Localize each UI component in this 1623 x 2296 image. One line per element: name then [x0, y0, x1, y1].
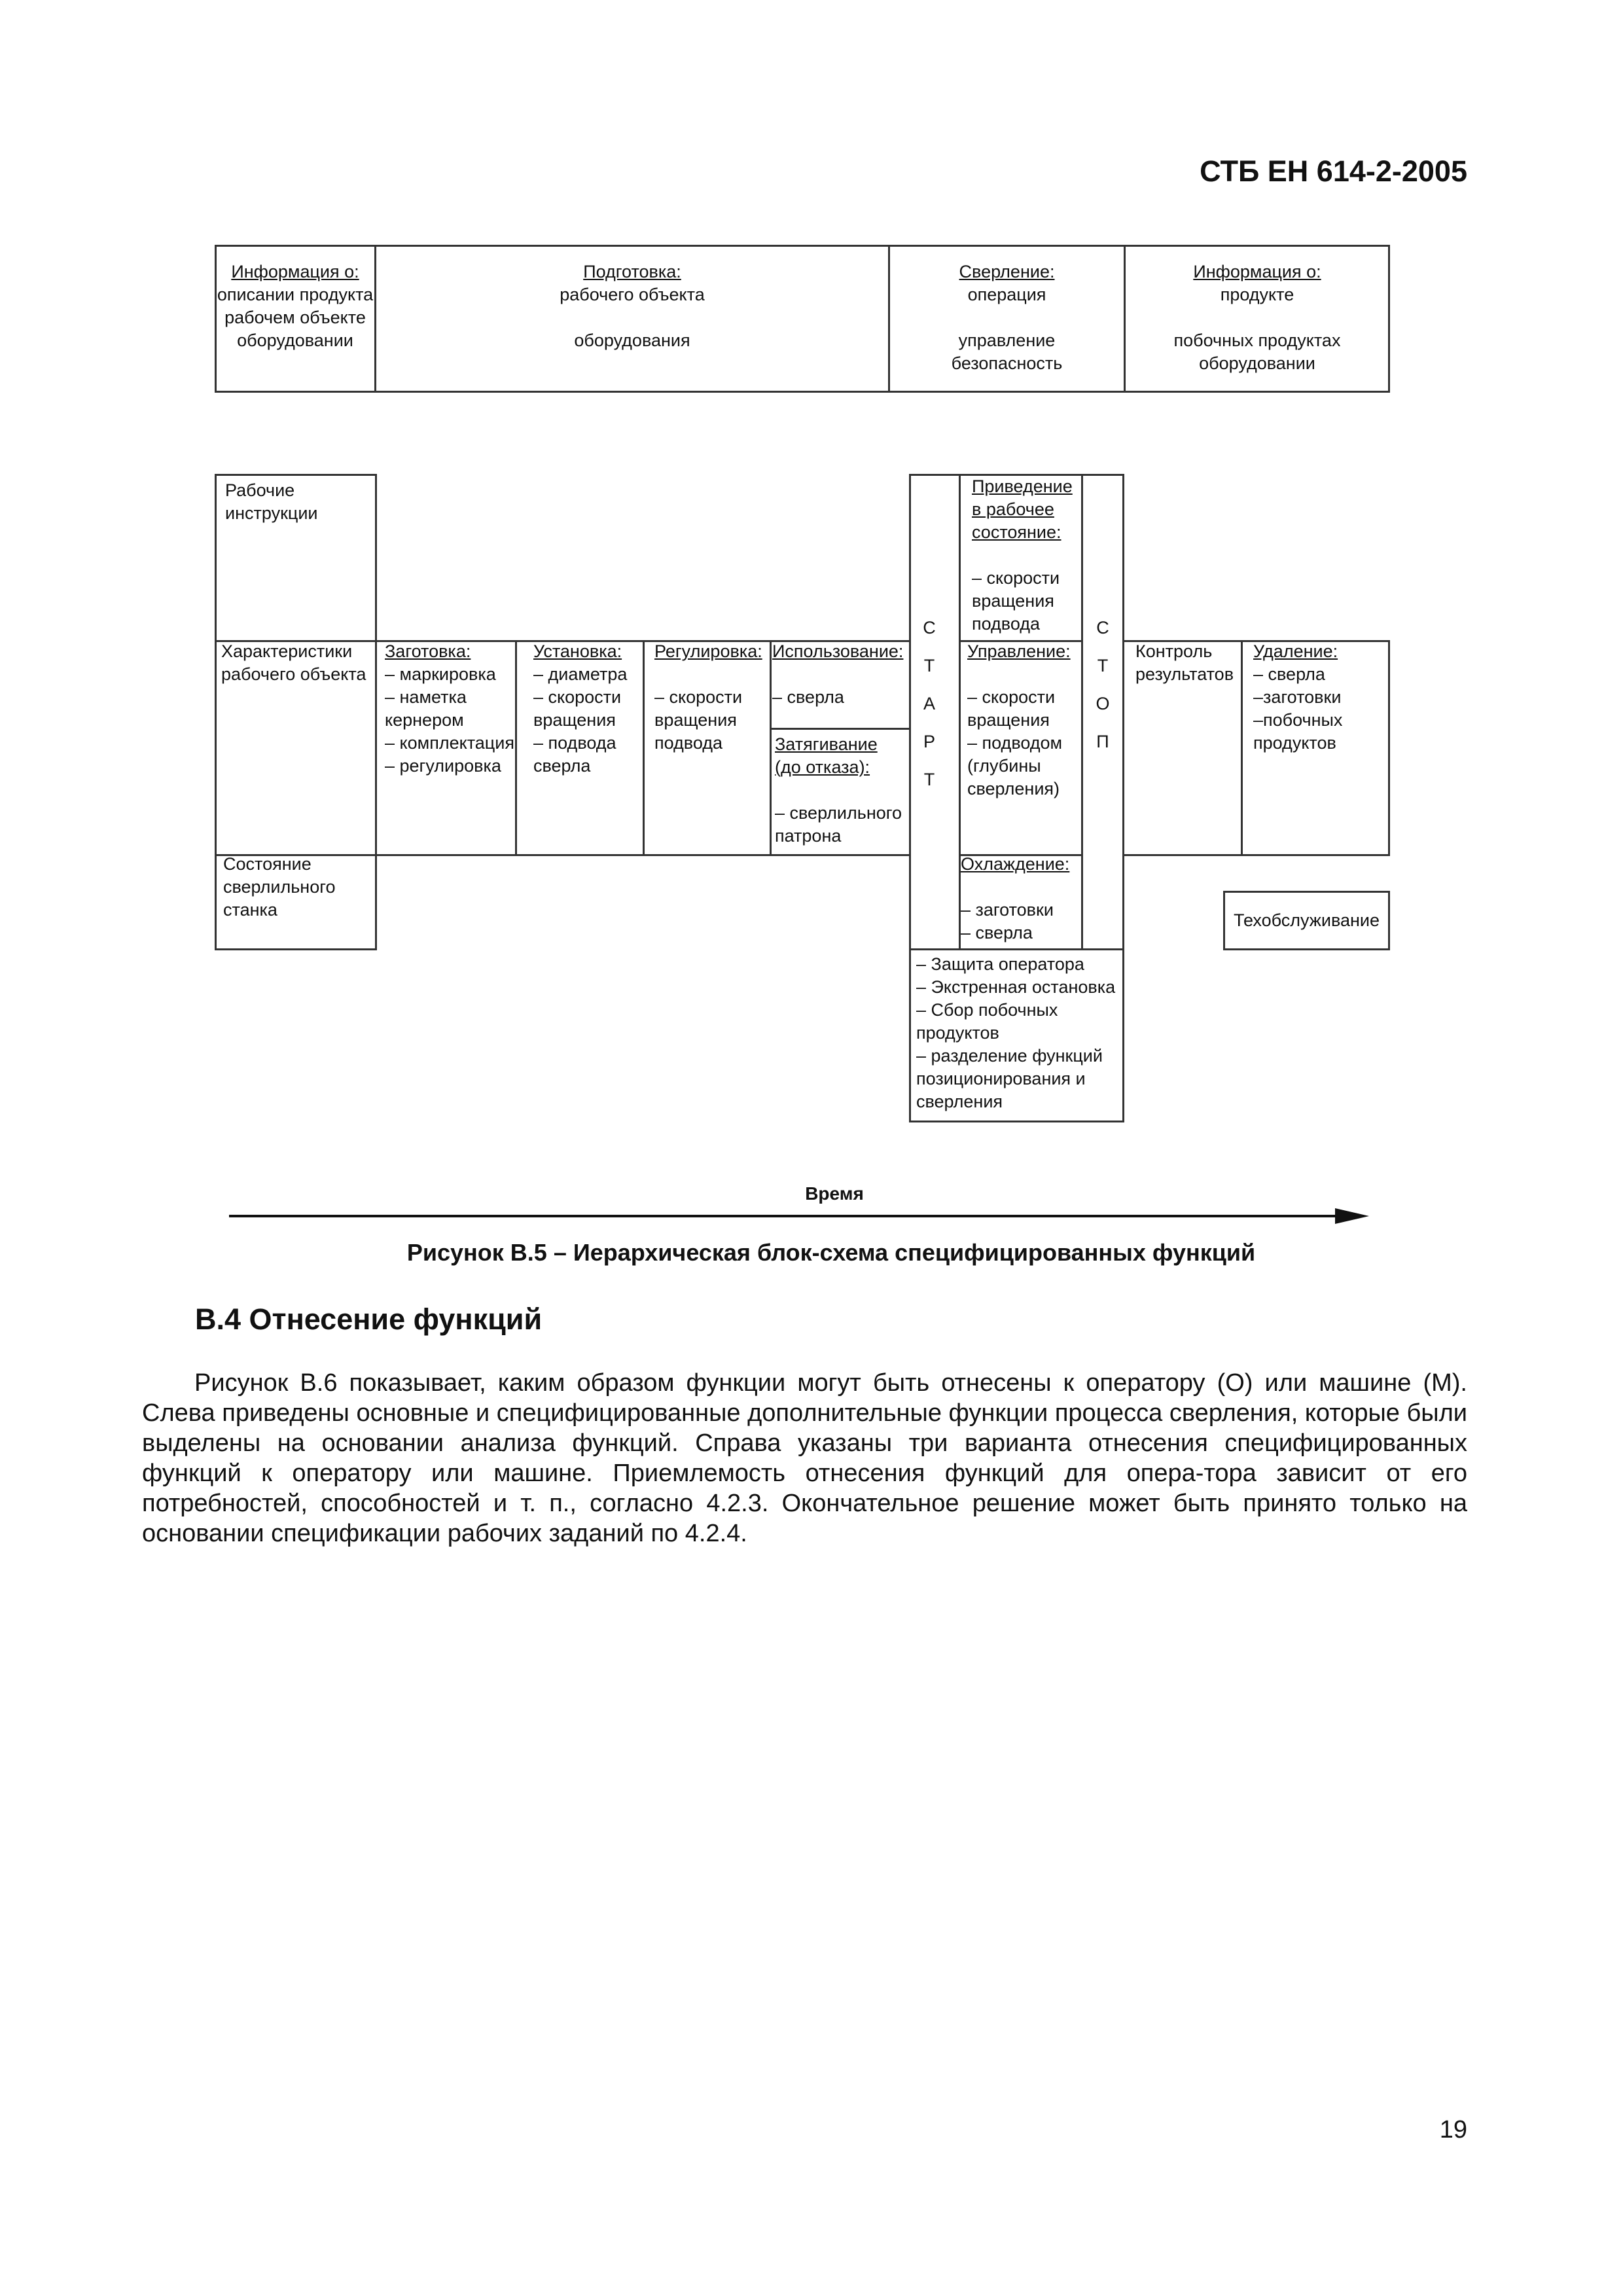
time-arrow [223, 1203, 1374, 1229]
cooling-lines: – заготовки – сверла [961, 900, 1054, 942]
blank-lines: – маркировка – наметка кернером – комплектация – регулировка [385, 664, 514, 776]
document-code: СТБ ЕН 614-2-2005 [1200, 154, 1467, 188]
work-instructions-label: Рабочие инструкции [225, 480, 318, 523]
use-title: Использование: [772, 641, 904, 661]
removal-lines: – сверла –заготовки –побочных продуктов [1253, 664, 1343, 753]
cooling-title: Охлаждение: [961, 854, 1070, 874]
control-lines: – скорости вращения – подводом (глубины сверления) [967, 687, 1063, 798]
adjust-title: Регулировка: [654, 641, 762, 661]
top-prep-title: Подготовка: [583, 262, 681, 281]
tighten-lines: – сверлильного патрона [775, 803, 902, 846]
page-number: 19 [1439, 2116, 1467, 2144]
time-label: Время [805, 1183, 864, 1204]
top-drill-title: Сверление: [959, 262, 1055, 281]
bring-title: Приведение в рабочее состояние: [972, 476, 1073, 542]
machine-state-label: Состояние сверлильного станка [223, 854, 336, 920]
setup-lines: – диаметра – скорости вращения – подвода сверла [533, 664, 628, 776]
workpiece-char-label: Характеристики рабочего объекта [221, 641, 366, 684]
use-lines: – сверла [772, 687, 844, 707]
top-info-2-lines: продукте побочных продуктах оборудовании [1173, 285, 1341, 373]
top-info-1-lines: описании продукта рабочем объекте оборудовании [217, 285, 374, 350]
control-title: Управление: [967, 641, 1071, 661]
removal-title: Удаление: [1253, 641, 1338, 661]
start-letters: С Т А Р Т [923, 618, 936, 789]
adjust-lines: – скорости вращения подвода [654, 687, 743, 753]
tighten-title: Затягивание (до отказа): [775, 734, 878, 777]
top-info-1-title: Информация о: [231, 262, 359, 281]
maintenance-label: Техобслуживание [1233, 910, 1380, 930]
figure-caption: Рисунок B.5 – Иерархическая блок-схема специфицированных функций [406, 1239, 1256, 1266]
section-title: B.4 Отнесение функций [195, 1302, 543, 1336]
paragraph-text: Рисунок B.6 показывает, каким образом функции могут быть отнесены к оператору (О) или машине (М). Слева приведены основные и специфицированные дополнительные функции процесса сверления, которые были выделены на основании анализа функций. Справа указаны три варианта отнесения специфицированных функций к оператору или машине. Приемлемость отнесения функций для опера-тора зависит от его потребностей, способностей и т. п., согласно 4.2.3. Окончательное решение может быть принято только на основании спецификации рабочих заданий по 4.2.4. [142, 1369, 1467, 1547]
top-prep-lines: рабочего объекта оборудования [560, 285, 705, 350]
stop-letters: С Т О П [1096, 618, 1110, 751]
setup-title: Установка: [533, 641, 622, 661]
results-lines: Контроль результатов [1135, 641, 1234, 684]
safety-lines: – Защита оператора – Экстренная остановка – Сбор побочных продуктов – разделение функций позиционирования и сверления [916, 954, 1116, 1111]
section-paragraph [142, 1368, 1467, 1549]
top-drill-lines: операция управление безопасность [951, 285, 1063, 373]
top-info-2-title: Информация о: [1193, 262, 1321, 281]
bring-lines: – скорости вращения подвода [972, 568, 1060, 634]
blank-title: Заготовка: [385, 641, 471, 661]
